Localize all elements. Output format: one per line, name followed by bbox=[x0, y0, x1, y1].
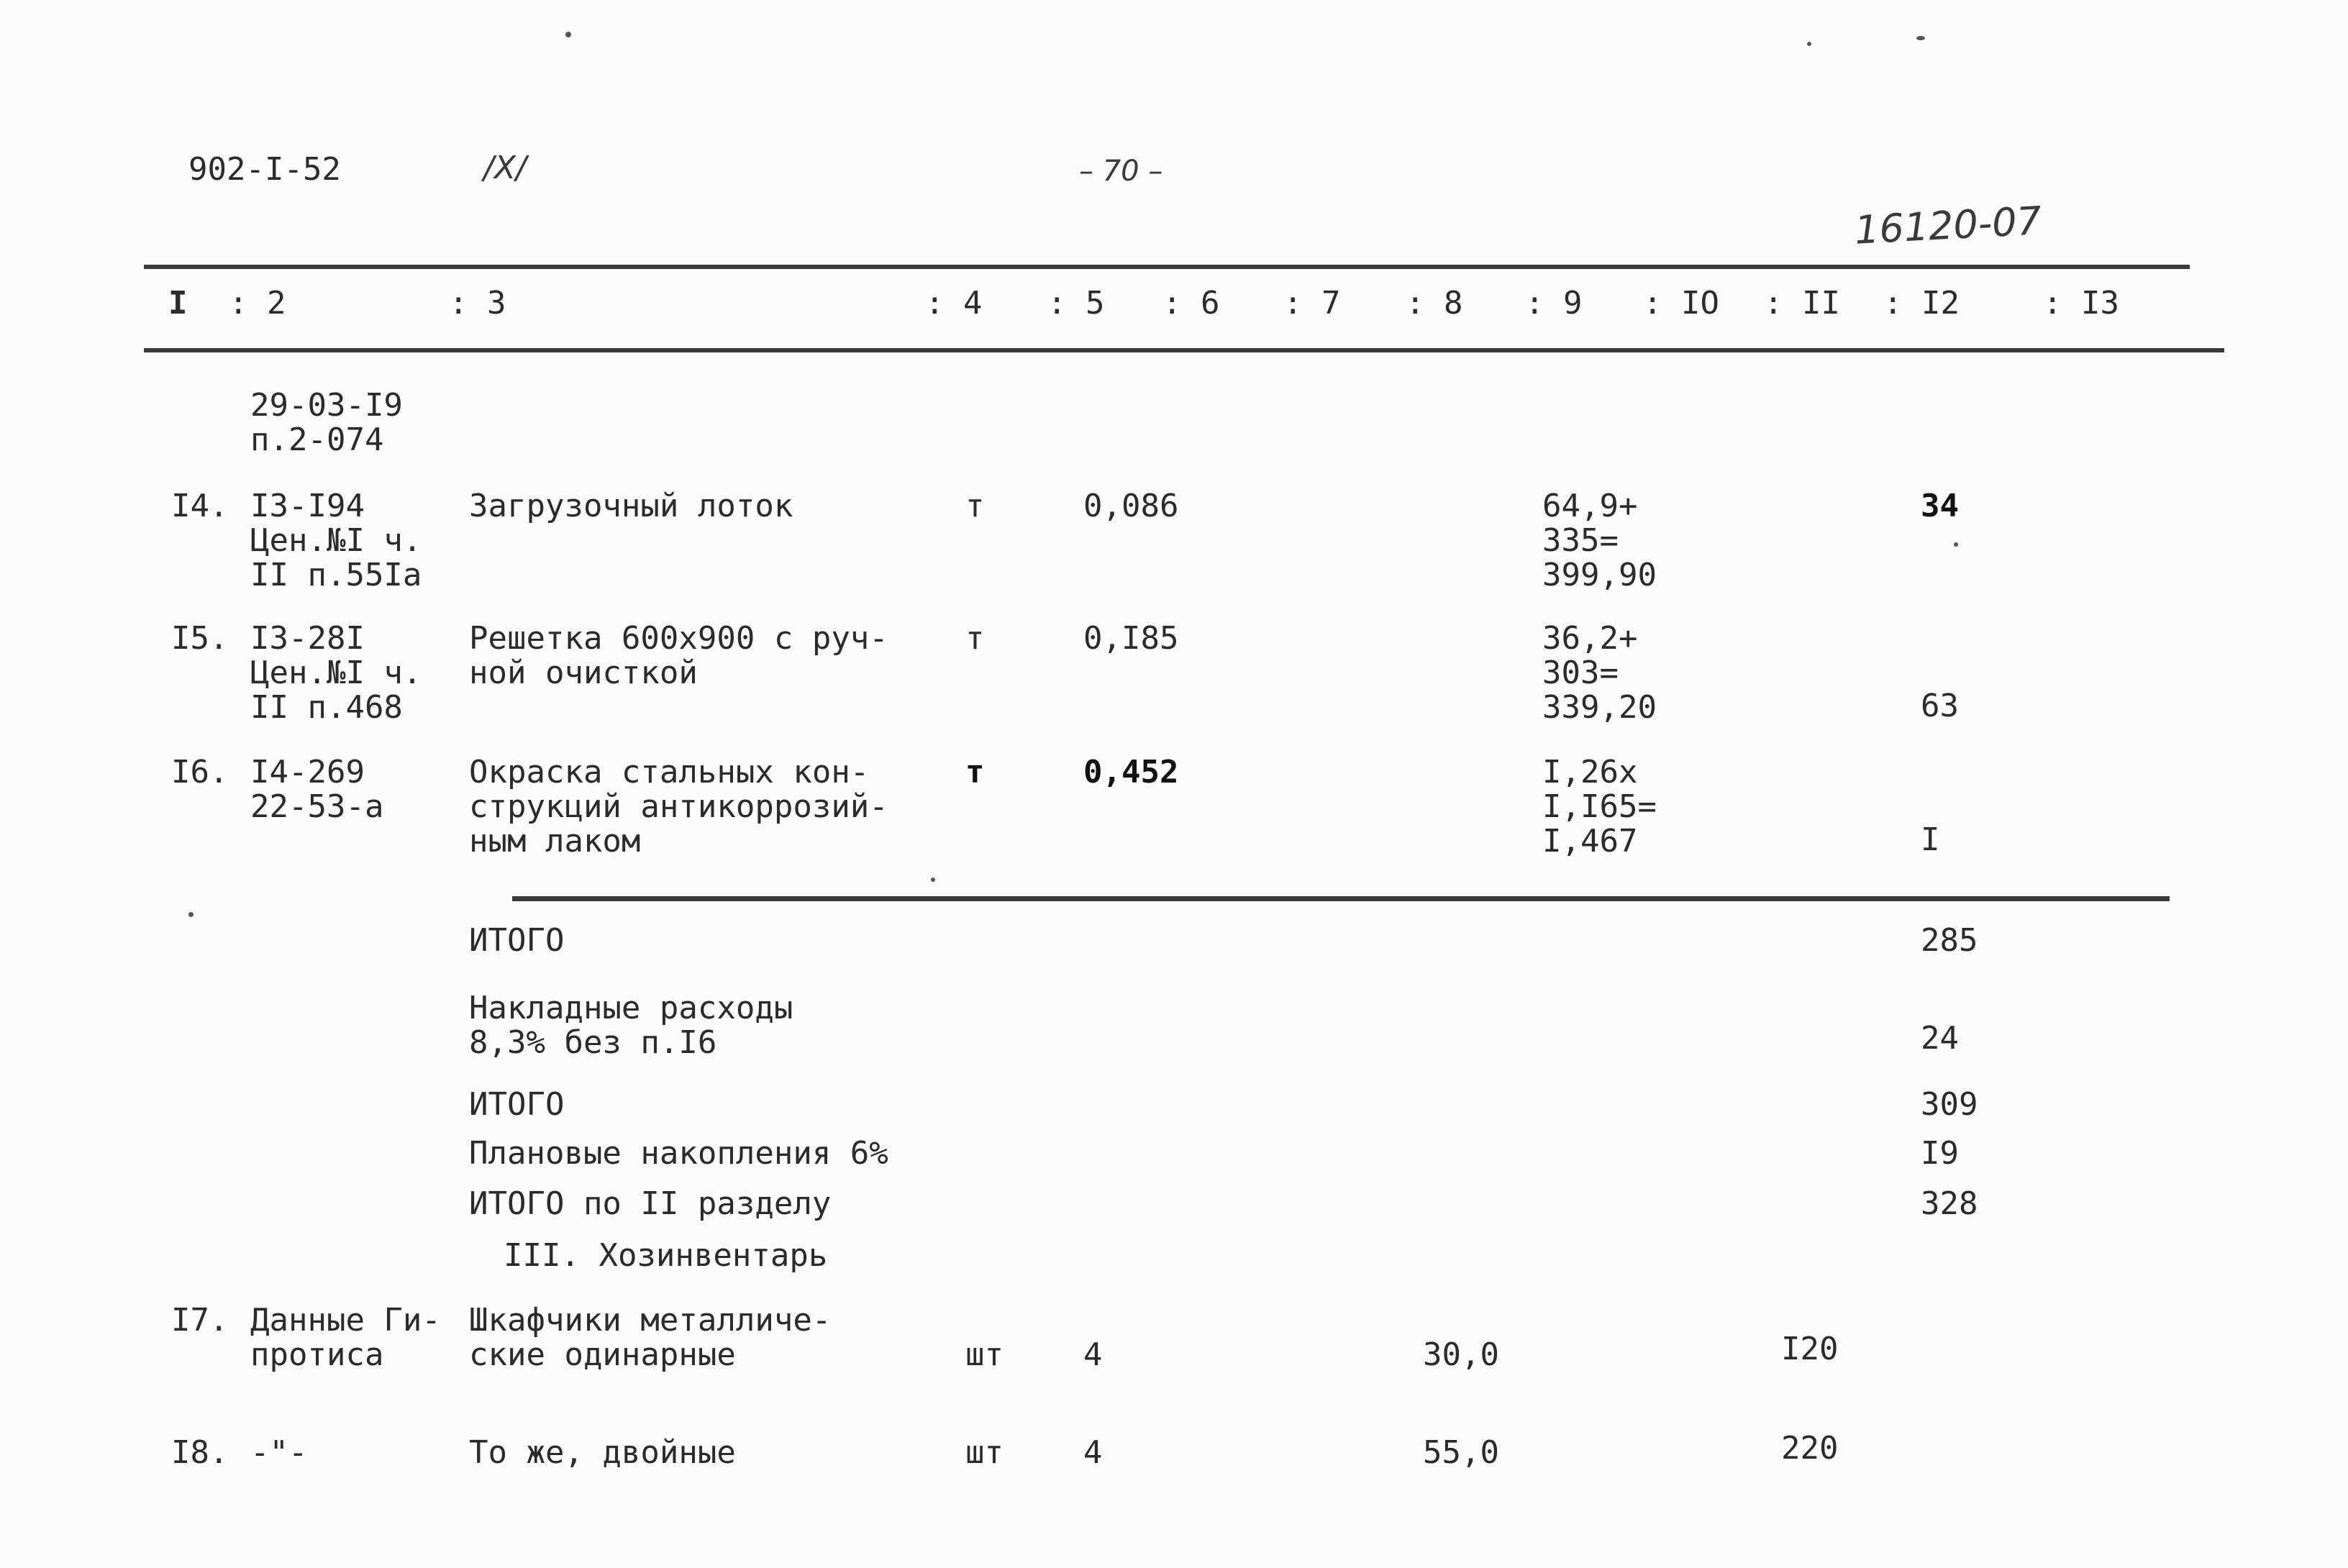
header-bottom-rule bbox=[144, 348, 2224, 352]
row-18-number: I8. bbox=[171, 1434, 229, 1471]
scan-speck bbox=[931, 878, 935, 882]
column-header-3: : 3 bbox=[449, 285, 506, 322]
row-14-calculation: 64,9+ 335= 399,90 bbox=[1542, 488, 1657, 593]
planned-savings-label: Плановые накопления 6% bbox=[469, 1135, 888, 1172]
column-header-7: : 7 bbox=[1283, 285, 1341, 322]
row-16-number: I6. bbox=[171, 754, 229, 790]
overhead-value: 24 bbox=[1921, 1020, 1959, 1057]
row-ref-continued: 29-03-I9 п.2-074 bbox=[250, 387, 403, 458]
row-17-price: 30,0 bbox=[1423, 1336, 1499, 1373]
column-header-11: : II bbox=[1764, 285, 1840, 322]
scan-speck bbox=[565, 32, 571, 37]
row-16-name: Окраска стальных кон- струкций антикоррозий- ным лаком bbox=[469, 754, 888, 860]
row-15-unit: т bbox=[965, 620, 985, 657]
column-header-9: : 9 bbox=[1525, 285, 1583, 322]
column-header-1: I bbox=[168, 285, 188, 322]
row-17-number: I7. bbox=[171, 1302, 229, 1339]
row-16-reference: I4-269 22-53-а bbox=[250, 754, 384, 825]
subtotal-value: 285 bbox=[1921, 922, 1978, 959]
row-15-name: Решетка 600х900 с руч- ной очисткой bbox=[469, 620, 888, 691]
row-18-unit: шт bbox=[965, 1434, 1004, 1471]
column-header-4: : 4 bbox=[925, 285, 983, 322]
row-15-calculation: 36,2+ 303= 339,20 bbox=[1542, 620, 1657, 726]
top-rule bbox=[144, 265, 2190, 269]
column-header-5: : 5 bbox=[1047, 285, 1105, 322]
inventory-stamp: 16120-07 bbox=[1853, 198, 2043, 253]
column-header-2: : 2 bbox=[229, 285, 286, 322]
row-15-quantity: 0,I85 bbox=[1083, 620, 1179, 657]
column-header-8: : 8 bbox=[1406, 285, 1463, 322]
row-14-reference: I3-I94 Цен.№I ч. II п.55Iа bbox=[250, 488, 422, 593]
row-18-name: То же, двойные bbox=[469, 1434, 736, 1471]
row-18-price: 55,0 bbox=[1423, 1434, 1499, 1471]
overhead-label: Накладные расходы 8,3% без п.I6 bbox=[469, 990, 793, 1061]
scan-speck bbox=[1954, 542, 1958, 547]
scan-speck bbox=[1807, 42, 1811, 46]
row-14-number: I4. bbox=[171, 488, 229, 524]
row-15-number: I5. bbox=[171, 620, 229, 657]
column-header-12: : I2 bbox=[1883, 285, 1960, 322]
row-14-quantity: 0,086 bbox=[1083, 488, 1179, 524]
row-15-reference: I3-28I Цен.№I ч. II п.468 bbox=[250, 620, 422, 726]
planned-savings-value: I9 bbox=[1921, 1135, 1959, 1172]
row-16-total: I bbox=[1921, 821, 1940, 858]
page-number: – 70 – bbox=[1079, 155, 1163, 188]
section-title: III. Хозинвентарь bbox=[504, 1237, 828, 1274]
row-18-reference: -"- bbox=[250, 1434, 308, 1471]
row-18-quantity: 4 bbox=[1083, 1434, 1103, 1471]
section-total-value: 328 bbox=[1921, 1185, 1978, 1222]
subtotal-rule bbox=[512, 896, 2170, 901]
row-17-reference: Данные Ги- протиса bbox=[250, 1302, 441, 1373]
row-16-quantity: 0,452 bbox=[1083, 754, 1179, 790]
row-17-name: Шкафчики металличе- ские одинарные bbox=[469, 1302, 832, 1373]
column-header-10: : IO bbox=[1643, 285, 1719, 322]
subtotal-label: ИТОГО bbox=[469, 922, 565, 959]
document-code: 902-I-52 bbox=[188, 151, 341, 188]
total-value: 309 bbox=[1921, 1086, 1978, 1123]
row-14-name: Загрузочный лоток bbox=[469, 488, 793, 524]
row-17-sum: I20 bbox=[1781, 1331, 1839, 1367]
row-14-total: 34 bbox=[1921, 488, 1959, 524]
row-17-unit: шт bbox=[965, 1336, 1004, 1373]
row-15-total: 63 bbox=[1921, 688, 1959, 724]
roman-mark: /X/ bbox=[483, 150, 527, 186]
row-16-calculation: I,26х I,I65= I,467 bbox=[1542, 754, 1657, 860]
row-17-quantity: 4 bbox=[1083, 1336, 1103, 1373]
row-18-sum: 220 bbox=[1781, 1430, 1839, 1467]
total-label: ИТОГО bbox=[469, 1086, 565, 1123]
column-header-6: : 6 bbox=[1162, 285, 1220, 322]
section-total-label: ИТОГО по II разделу bbox=[469, 1185, 832, 1222]
scan-speck bbox=[1916, 36, 1925, 40]
scan-speck bbox=[188, 912, 194, 917]
column-header-13: : I3 bbox=[2043, 285, 2119, 322]
row-16-unit: т bbox=[965, 754, 985, 790]
row-14-unit: т bbox=[965, 488, 985, 524]
